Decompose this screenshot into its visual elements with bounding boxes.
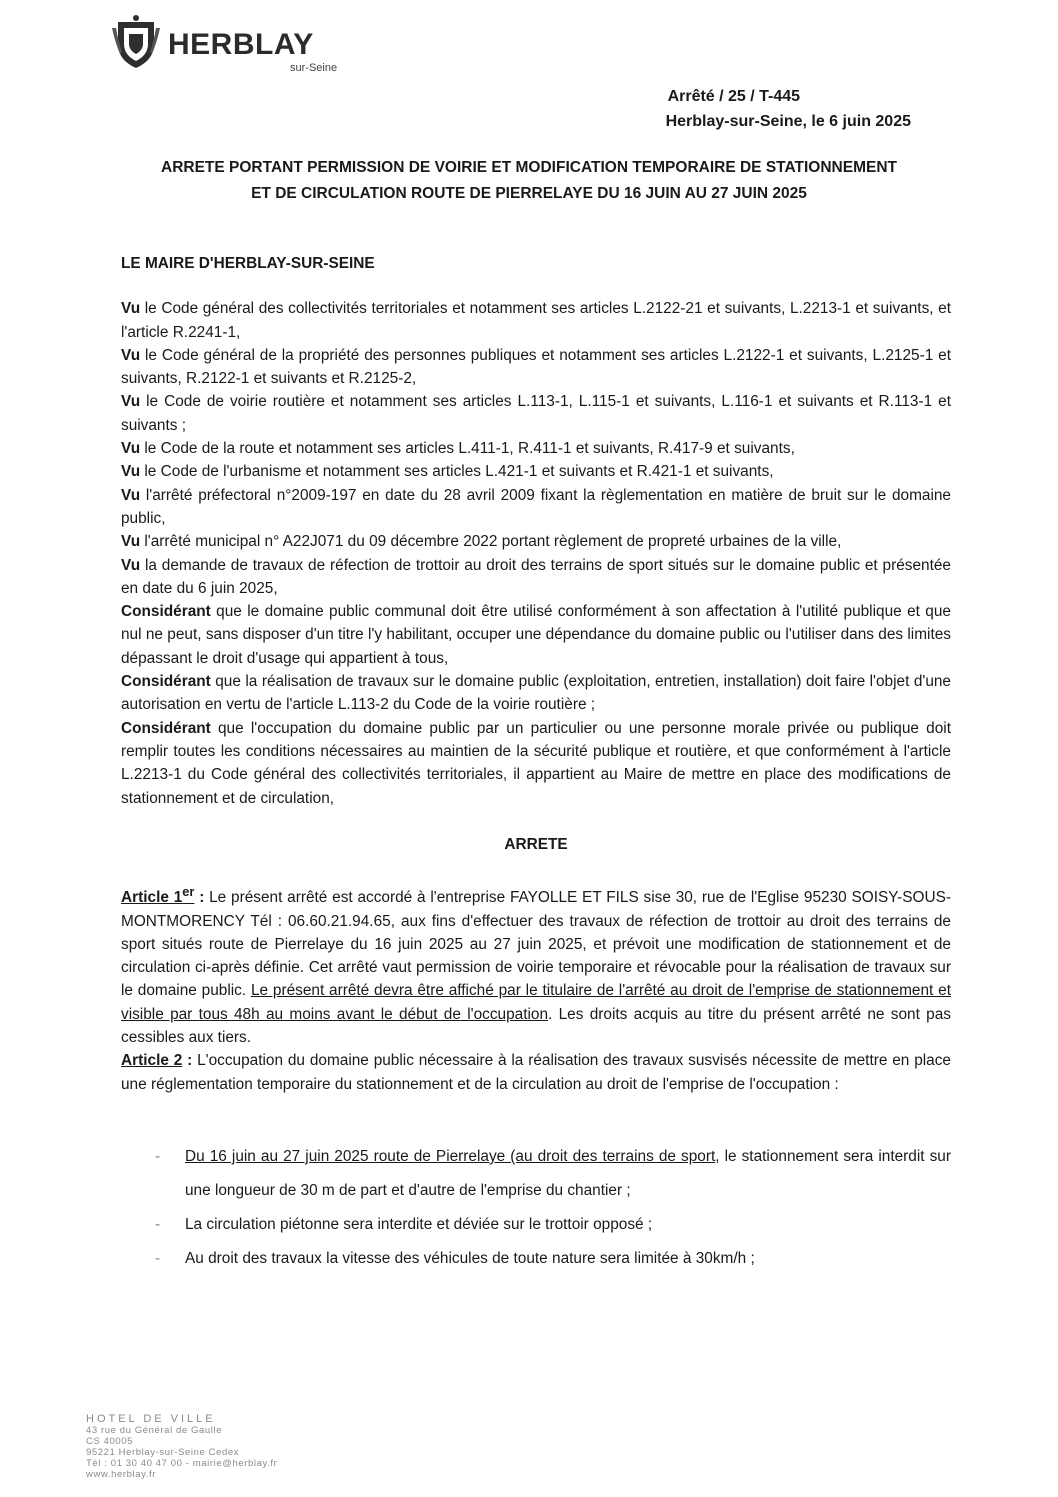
- article-1: Article 1er : Le présent arrêté est accordé à l'entreprise FAYOLLE ET FILS sise 30, rue de l'Eglise 95230 SOISY-SOUS-MONTMORENCY Tél : 06.60.21.94.65, aux fins d'effectuer des travaux de réfection de trottoir au droit des terrains de sport situés route de Pierrelaye du 16 juin 2025 au 27 juin 2025, et prévoit une modification de stationnement et de circulation ci-après définie. Cet arrêté vaut permission de voirie temporaire et révocable pour la réalisation de travaux sur le domaine public. Le présent arrêté devra être affiché par le titulaire de l'arrêté au droit de l'emprise de stationnement et visible par tous 48h au moins avant le début de l'occupation. Les droits acquis au titre du présent arrêté ne sont pas cessibles aux tiers.: [121, 884, 951, 1047]
- visa-text: l'arrêté préfectoral n°2009-197 en date du 28 avril 2009 fixant la règlementation en matière de bruit sur le domaine public,: [121, 486, 951, 527]
- article-1-text: Le présent arrêté est accordé à l'entreprise FAYOLLE ET FILS sise 30, rue de l'Eglise 95230 SOISY-SOUS-MONTMORENCY Tél : 06.60.21.94.65, aux fins d'effectuer des travaux de réfection de trottoir au droit des terrains de sport situés route de Pierrelaye du 16 juin 2025 au 27 juin 2025, et prévoit une modification de stationnement et de circulation ci-après définie. Cet arrêté vaut permission de voirie temporaire et révocable pour la réalisation de travaux sur le domaine public.: [121, 889, 951, 1000]
- footer-line: CS 40005: [86, 1436, 134, 1447]
- visa-paragraph: [121, 437, 951, 460]
- visa-keyword: Vu: [121, 346, 141, 364]
- visa-keyword: Vu: [121, 300, 141, 318]
- title-line-1: ARRETE PORTANT PERMISSION DE VOIRIE ET MODIFICATION TEMPORAIRE DE STATIONNEMENT: [161, 159, 897, 176]
- document-body: [121, 252, 951, 1276]
- list-item: - La circulation piétonne sera interdite et déviée sur le trottoir opposé ;: [121, 1208, 951, 1242]
- visa-paragraph: [121, 390, 951, 437]
- visa-keyword: Vu: [121, 393, 141, 411]
- arrete-heading: ARRETE: [504, 835, 568, 853]
- visa-text: le Code de l'urbanisme et notamment ses articles L.421-1 et suivants et R.421-1 et suivants,: [140, 463, 774, 481]
- title-line-2: ET DE CIRCULATION ROUTE DE PIERRELAYE DU 16 JUIN AU 27 JUIN 2025: [251, 185, 807, 202]
- visa-paragraph: [121, 530, 951, 553]
- measures-list: [121, 1140, 951, 1276]
- footer-line: 95221 Herblay-sur-Seine Cedex: [86, 1447, 240, 1458]
- visa-text: le Code de voirie routière et notamment ses articles L.113-1, L.115-1 et suivants, L.116-1 et suivants et R.113-1 et suivants ;: [121, 393, 951, 434]
- visas-list: [121, 297, 951, 810]
- visa-keyword: Considérant: [121, 673, 211, 691]
- visa-keyword: Vu: [121, 440, 141, 458]
- visa-text: que l'occupation du domaine public par un particulier ou une personne morale privée ou publique doit remplir toutes les conditions nécessaires au maintien de la sécurité publique et routière, et que conformément à l'article L.2213-1 du Code général des collectivités territoriales, il appartient au Maire de mettre en place des modifications de stationnement et de circulation,: [121, 719, 951, 807]
- visa-keyword: Vu: [121, 486, 141, 504]
- footer-line: Tél : 01 30 40 47 00 - mairie@herblay.fr: [86, 1458, 278, 1469]
- visa-paragraph: [121, 670, 951, 717]
- visa-paragraph: [121, 554, 951, 601]
- article-2-label: Article 2: [121, 1052, 183, 1070]
- visa-paragraph: [121, 600, 951, 670]
- maire-heading: LE MAIRE D'HERBLAY-SUR-SEINE: [121, 255, 375, 272]
- visa-paragraph: [121, 460, 951, 483]
- visa-text: le Code de la route et notamment ses articles L.411-1, R.411-1 et suivants, R.417-9 et suivants,: [140, 440, 795, 458]
- city-crest-icon: [112, 14, 160, 70]
- visa-text: que la réalisation de travaux sur le domaine public (exploitation, entretien, installation) doit faire l'objet d'une autorisation en vertu de l'article L.113-2 du Code de la voirie routière ;: [121, 673, 951, 714]
- list-item: - Du 16 juin au 27 juin 2025 route de Pierrelaye (au droit des terrains de sport, le stationnement sera interdit sur une longueur de 30 m de part et d'autre de l'emprise du chantier ;: [121, 1140, 951, 1208]
- article-1-underlined: Le présent arrêté devra être affiché par le titulaire de l'arrêté au droit de l'emprise de stationnement et visible par tous 48h au moins avant le début de l'occupation: [121, 982, 951, 1023]
- visa-text: que le domaine public communal doit être utilisé conformément à son affectation à l'utilité publique et que nul ne peut, sans disposer d'un titre l'y habilitant, occuper une dépendance du domaine public ou l'utiliser dans des limites dépassant le droit d'usage qui appartient à tous,: [121, 603, 951, 667]
- visa-text: la demande de travaux de réfection de trottoir au droit des terrains de sport situés sur le domaine public et présentée en date du 6 juin 2025,: [121, 556, 951, 597]
- footer-line: 43 rue du Général de Gaulle: [86, 1425, 223, 1436]
- visa-text: l'arrêté municipal n° A22J071 du 09 décembre 2022 portant règlement de propreté urbaines de la ville,: [140, 533, 842, 551]
- visa-paragraph: [121, 344, 951, 391]
- logo-name: HERBLAY: [168, 28, 314, 61]
- document-title: [100, 155, 958, 207]
- arrete-number: Arrêté / 25 / T-445: [667, 88, 801, 105]
- visa-keyword: Vu: [121, 556, 141, 574]
- footer-address: [86, 1414, 277, 1480]
- list-item: - Au droit des travaux la vitesse des véhicules de toute nature sera limitée à 30km/h ;: [121, 1242, 951, 1276]
- visa-keyword: Vu: [121, 533, 141, 551]
- visa-paragraph: [121, 297, 951, 344]
- place-date: Herblay-sur-Seine, le 6 juin 2025: [665, 113, 911, 130]
- visa-text: le Code général des collectivités territoriales et notamment ses articles L.2122-21 et suivants, L.2213-1 et suivants, et l'article R.2241-1,: [121, 300, 951, 341]
- article-1-end: . Les droits acquis au titre du présent arrêté ne sont pas cessibles aux tiers.: [121, 1005, 951, 1047]
- article-1-label: Article 1er: [121, 884, 195, 907]
- reference-block: [666, 84, 911, 134]
- visa-keyword: Considérant: [121, 719, 211, 737]
- footer-line: www.herblay.fr: [86, 1469, 156, 1480]
- visa-keyword: Considérant: [121, 603, 211, 621]
- footer-title: HOTEL DE VILLE: [86, 1413, 216, 1425]
- visa-paragraph: [121, 484, 951, 531]
- article-2: Article 2 : L'occupation du domaine public nécessaire à la réalisation des travaux susvisés nécessite de mettre en place une réglementation temporaire du stationnement et de la circulation au droit de l'emprise de l'occupation :: [121, 1052, 951, 1093]
- logo-subtitle: sur-Seine: [290, 62, 338, 74]
- visa-text: le Code général de la propriété des personnes publiques et notamment ses articles L.2122-1 et suivants, L.2125-1 et suivants, R.2122-1 et suivants et R.2125-2,: [121, 346, 951, 388]
- visa-paragraph: [121, 717, 951, 810]
- visa-keyword: Vu: [121, 463, 141, 481]
- article-2-text: L'occupation du domaine public nécessaire à la réalisation des travaux susvisés nécessite de mettre en place une réglementation temporaire du stationnement et de la circulation au droit de l'emprise de l'occupation :: [121, 1052, 951, 1093]
